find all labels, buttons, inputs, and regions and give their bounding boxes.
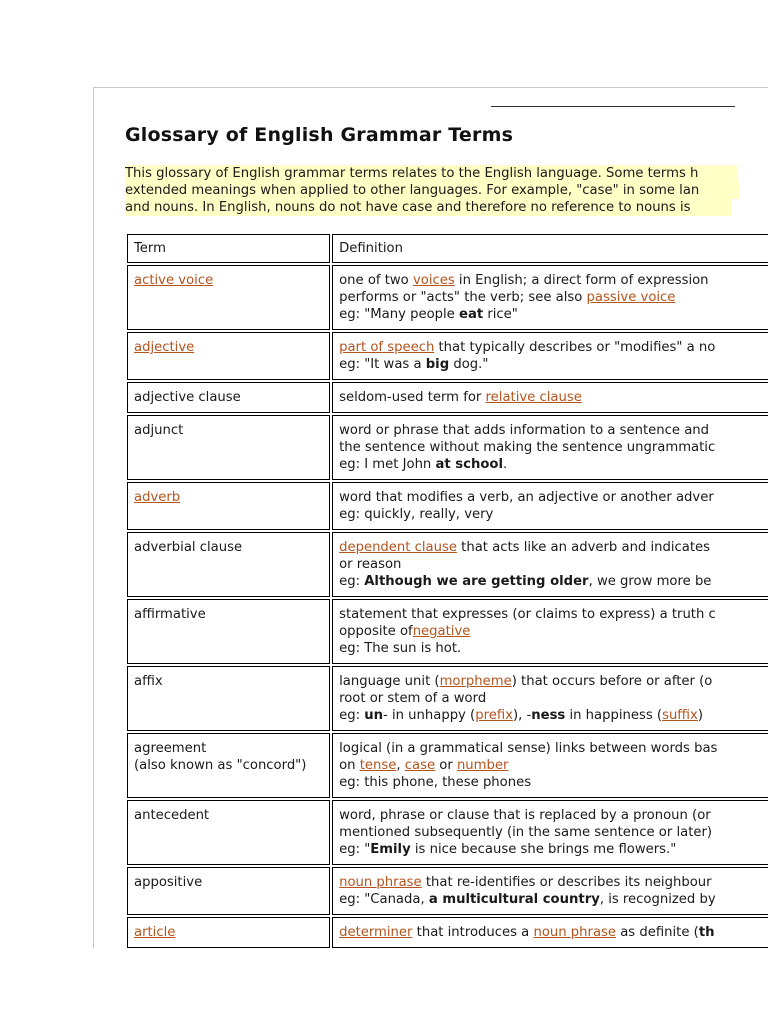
term-text: affix [134,674,163,689]
definition-text: logical (in a grammatical sense) links between words bas [339,741,718,756]
definition-text: seldom-used term for [339,390,486,405]
definition-text: . [502,457,508,472]
definition-text: eg: quickly, really, very [339,507,494,522]
table-row [127,382,768,413]
table-row [127,415,768,480]
term-link[interactable]: adverb [134,490,181,505]
definition-text: ) that occurs before or after (o [511,674,713,689]
definition-text: performs or "acts" the verb; see also [339,290,587,305]
glossary-body [127,265,768,948]
definition-text: in English; a direct form of expression [454,273,709,288]
definition-cell [332,867,768,915]
term-cell [127,482,330,530]
definition-text: ) [697,708,704,723]
term-text: adverbial clause [134,540,243,555]
term-cell [127,917,330,948]
term-text: adjective clause [134,390,241,405]
definition-link[interactable]: noun phrase [533,925,617,940]
definition-text: in happiness ( [565,708,663,723]
definition-text: eg: "Many people [339,307,459,322]
definition-text: is nice because she brings me flowers." [410,842,677,857]
term-cell [127,532,330,597]
definition-link[interactable]: number [456,758,509,773]
definition-text: eg: "It was a [339,357,426,372]
definition-text: mentioned subsequently (in the same sentence or later) [339,825,713,840]
definition-text: root or stem of a word [339,691,487,706]
definition-text: , is recognized by [599,892,716,907]
example-emphasis: a multicultural country [428,892,600,907]
example-emphasis: un [364,708,383,723]
example-emphasis: eat [459,307,484,322]
definition-text: language unit ( [339,674,440,689]
example-emphasis: big [425,357,450,372]
definition-link[interactable]: suffix [662,708,698,723]
definition-cell [332,666,768,731]
definition-cell [332,482,768,530]
term-cell [127,599,330,664]
table-row [127,733,768,798]
definition-text: eg: this phone, these phones [339,775,532,790]
page-title: Glossary of English Grammar Terms [125,124,514,146]
table-row [127,666,768,731]
definition-text: statement that expresses (or claims to express) a truth c [339,607,716,622]
definition-text: that re-identifies or describes its neighbour [421,875,712,890]
term-link[interactable]: active voice [134,273,214,288]
definition-cell [332,382,768,413]
table-header-row [127,234,768,263]
intro-paragraph [125,165,768,216]
top-divider [491,106,735,107]
term-cell [127,867,330,915]
example-emphasis: th [698,925,715,940]
definition-link[interactable]: passive voice [586,290,676,305]
definition-text: eg: [339,708,365,723]
example-emphasis: Although we are getting older [364,574,589,589]
definition-link[interactable]: determiner [339,925,413,940]
definition-text: eg: The sun is hot. [339,641,462,656]
term-cell [127,800,330,865]
definition-link[interactable]: prefix [475,708,513,723]
definition-text: word that modifies a verb, an adjective or another adver [339,490,714,505]
term-text: affirmative [134,607,206,622]
definition-link[interactable]: part of speech [339,340,435,355]
definition-cell [332,332,768,380]
term-text: (also known as "concord") [134,758,307,773]
term-link[interactable]: article [134,925,176,940]
term-cell [127,332,330,380]
definition-link[interactable]: dependent clause [339,540,457,555]
term-text: appositive [134,875,203,890]
term-cell [127,666,330,731]
definition-text: as definite ( [616,925,699,940]
definition-text: dog." [449,357,489,372]
table-row [127,332,768,380]
table-row [127,532,768,597]
definition-text: or reason [339,557,402,572]
definition-text: one of two [339,273,413,288]
definition-text: word, phrase or clause that is replaced by a pronoun (or [339,808,711,823]
definition-link[interactable]: voices [412,273,455,288]
definition-cell [332,800,768,865]
term-cell [127,382,330,413]
definition-link[interactable]: relative clause [485,390,582,405]
definition-text: eg: [339,574,365,589]
table-row [127,265,768,330]
intro-line: and nouns. In English, nouns do not have case and therefore no reference to nouns is [125,199,731,216]
table-row [127,867,768,915]
definition-text: word or phrase that adds information to a sentence and [339,423,710,438]
example-emphasis: Emily [370,842,411,857]
example-emphasis: at school [435,457,503,472]
table-row [127,482,768,530]
term-text: agreement [134,741,207,756]
definition-text: that introduces a [412,925,534,940]
definition-text: the sentence without making the sentence ungrammatic [339,440,716,455]
term-cell [127,733,330,798]
column-header-definition: Definition [332,234,768,263]
definition-text: rice" [483,307,518,322]
table-row [127,599,768,664]
definition-text: - in unhappy ( [383,708,476,723]
definition-link[interactable]: noun phrase [339,875,422,890]
definition-link[interactable]: morpheme [439,674,512,689]
definition-text: or [435,758,457,773]
term-cell [127,415,330,480]
definition-text: on [339,758,360,773]
definition-text: , [396,758,405,773]
definition-text: that typically describes or "modifies" a no [434,340,716,355]
definition-text: , we grow more be [588,574,712,589]
definition-link[interactable]: negative [412,624,471,639]
definition-text: that acts like an adverb and indicates [456,540,711,555]
document-page [93,87,768,948]
column-header-term: Term [127,234,330,263]
definition-text: eg: I met John [339,457,436,472]
example-emphasis: ness [531,708,566,723]
table-row [127,917,768,948]
definition-cell [332,917,768,948]
term-text: adjunct [134,423,184,438]
intro-line: extended meanings when applied to other languages. For example, "case" in some lan [125,182,739,199]
definition-text: eg: " [339,842,371,857]
term-cell [127,265,330,330]
definition-cell [332,415,768,480]
glossary-table [125,232,768,948]
definition-cell [332,733,768,798]
table-row [127,800,768,865]
definition-link[interactable]: case [404,758,436,773]
definition-link[interactable]: tense [359,758,397,773]
definition-cell [332,599,768,664]
definition-text: eg: "Canada, [339,892,429,907]
definition-text: opposite of [339,624,413,639]
definition-text: ), - [512,708,532,723]
definition-cell [332,532,768,597]
term-link[interactable]: adjective [134,340,195,355]
intro-line: This glossary of English grammar terms relates to the English language. Some terms h [125,165,738,182]
term-text: antecedent [134,808,210,823]
definition-cell [332,265,768,330]
